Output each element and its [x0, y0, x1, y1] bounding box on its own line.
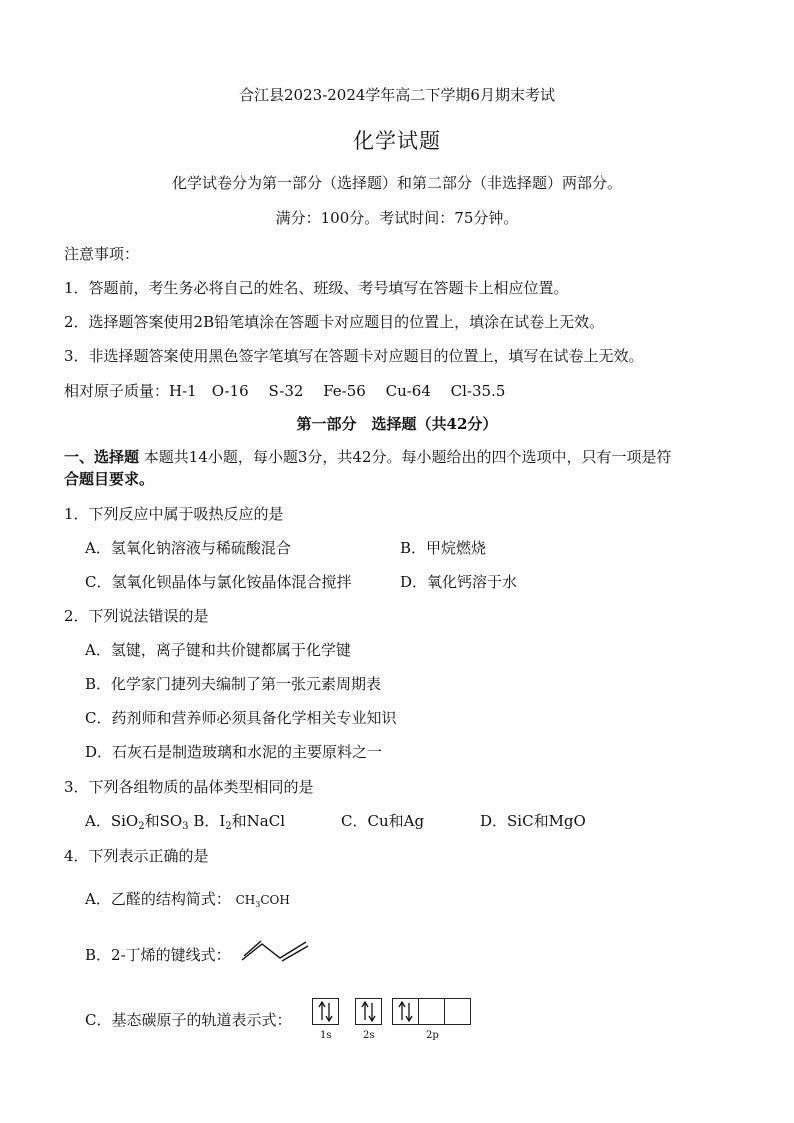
orbital-2p-cell-1 — [393, 999, 419, 1025]
notes-heading: 注意事项： — [64, 245, 140, 263]
orbital-2p-cell-3 — [445, 999, 471, 1025]
formula-pre: CH — [235, 893, 256, 907]
butene-chain — [242, 942, 306, 960]
orbital-label-2p: 2p — [426, 1030, 439, 1041]
q3-option-c: C．Cu和Ag — [341, 812, 425, 830]
q3-a-pre: A．SiO — [85, 812, 139, 830]
paired-arrows-icon — [313, 999, 338, 1024]
part1-instruction — [64, 446, 672, 467]
orbital-2s — [355, 998, 382, 1025]
paired-arrows-icon — [356, 999, 381, 1024]
q3-a-sub2: 3 — [182, 821, 189, 832]
butene-double-bond-1 — [244, 941, 261, 956]
q1-option-c: C．氢氧化钡晶体与氯化铵晶体混合搅拌 — [85, 573, 352, 591]
paired-arrows-icon — [393, 999, 418, 1024]
acetaldehyde-formula — [236, 893, 290, 907]
instruction-tail: 合题目要求。 — [64, 470, 155, 488]
instruction-bold: 一、选择题 — [64, 448, 140, 466]
q2-option-b: B．化学家门捷列夫编制了第一张元素周期表 — [85, 675, 382, 693]
q1-option-b: B．甲烷燃烧 — [400, 539, 487, 557]
subject-title: 化学试题 — [353, 129, 441, 153]
q2-stem: 2．下列说法错误的是 — [64, 607, 209, 625]
q2-option-a: A．氢键，离子键和共价键都属于化学键 — [85, 641, 351, 659]
exam-title: 合江县2023-2024学年高二下学期6月期末考试 — [239, 86, 555, 104]
q3-b-post: 和NaCl — [231, 812, 285, 830]
q1-stem: 1．下列反应中属于吸热反应的是 — [64, 505, 284, 523]
q3-b-pre: B．I — [193, 812, 226, 830]
q3-a-sub1: 2 — [138, 821, 145, 832]
part1-heading: 第一部分 选择题（共42分） — [296, 415, 498, 433]
q4-a-label: A．乙醛的结构简式： — [85, 890, 231, 908]
q3-option-d: D．SiC和MgO — [480, 812, 586, 830]
butene-skeletal-formula — [240, 938, 312, 964]
note-item-3: 3．非选择题答案使用黑色签字笔填写在答题卡对应题目的位置上，填写在试卷上无效。 — [64, 347, 644, 365]
orbital-label-2s: 2s — [363, 1030, 375, 1041]
q3-a-mid: 和SO — [144, 812, 183, 830]
instruction-text: 本题共14小题，每小题3分，共42分。每小题给出的四个选项中，只有一项是符 — [143, 448, 672, 466]
q3-stem: 3．下列各组物质的晶体类型相同的是 — [64, 778, 314, 796]
note-item-2: 2．选择题答案使用2B铅笔填涂在答题卡对应题目的位置上，填涂在试卷上无效。 — [64, 313, 605, 331]
formula-sub: 3 — [255, 900, 261, 909]
q4-option-c-label: C．基态碳原子的轨道表示式： — [85, 1011, 292, 1029]
orbital-2p-cell-2 — [419, 999, 445, 1025]
note-item-1: 1．答题前，考生务必将自己的姓名、班级、考号填写在答题卡上相应位置。 — [64, 279, 569, 297]
score-time: 满分：100分。考试时间：75分钟。 — [275, 209, 519, 227]
q4-option-a — [85, 888, 290, 909]
q1-option-a: A．氢氧化钠溶液与稀硫酸混合 — [85, 539, 291, 557]
q4-option-b-label: B．2-丁烯的键线式： — [85, 946, 231, 964]
atomic-mass: 相对原子质量：H-1 O-16 S-32 Fe-56 Cu-64 Cl-35.5 — [64, 382, 506, 400]
orbital-1s — [312, 998, 339, 1025]
orbital-label-1s: 1s — [320, 1030, 332, 1041]
q4-stem: 4．下列表示正确的是 — [64, 847, 209, 865]
q2-option-d: D．石灰石是制造玻璃和水泥的主要原料之一 — [85, 743, 383, 761]
q2-option-c: C．药剂师和营养师必须具备化学相关专业知识 — [85, 709, 397, 727]
q3-b-sub: 2 — [225, 821, 232, 832]
intro-text: 化学试卷分为第一部分（选择题）和第二部分（非选择题）两部分。 — [171, 174, 622, 192]
orbital-2p — [392, 998, 471, 1025]
q3-option-a-b — [85, 810, 285, 832]
q1-option-d: D．氧化钙溶于水 — [400, 573, 518, 591]
formula-post: COH — [260, 893, 290, 907]
